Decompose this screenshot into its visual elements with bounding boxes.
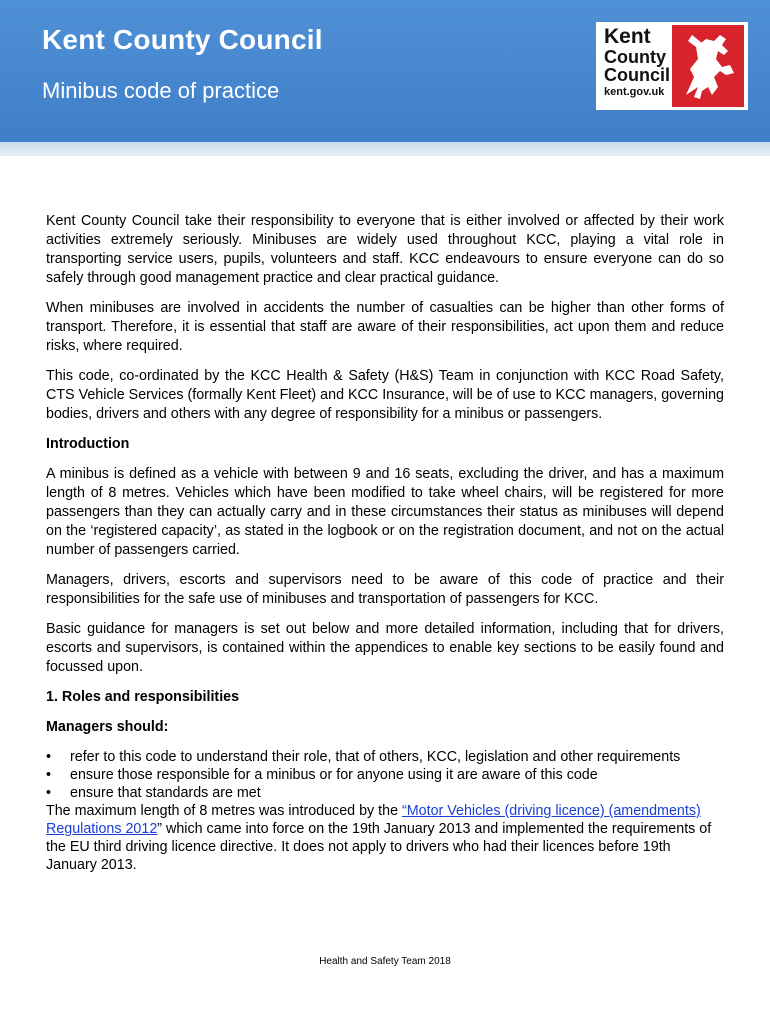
section-1-heading: 1. Roles and responsibilities (46, 689, 240, 705)
logo-wordmark (604, 26, 674, 98)
kcc-logo[interactable] (596, 22, 748, 110)
page-title: Kent County Council (42, 24, 323, 55)
white-horse-icon (672, 25, 744, 107)
page-header (0, 0, 770, 142)
footnote-text-after: ” which came into force on the 19th January 2013 and implemented the requirements of the EU third driving licence directive. It does not apply to drivers who had their licences before 19th January 2013. (46, 821, 712, 873)
header-divider (0, 142, 770, 156)
list-item: • ensure those responsible for a minibus or for anyone using it are aware of this code (46, 766, 724, 784)
intro-paragraph-2: When minibuses are involved in accidents the number of casualties can be higher than other forms of transport. Therefore, it is essential that staff are aware of their responsibilities, act upon them and reduce risks, where required. (46, 300, 724, 354)
logo-url: kent.gov.uk (604, 86, 665, 98)
managers-list (46, 748, 724, 802)
introduction-paragraph-1: A minibus is defined as a vehicle with between 9 and 16 seats, excluding the driver, and has a maximum length of 8 metres. Vehicles which have been modified to take wheel chairs, will be registered for more passengers than they can actually carry and in these circumstances their status as minibuses will depend on the ‘registered capacity’, as stated in the logbook or on the registration document, and not on the actual number of passengers carried. (46, 466, 724, 558)
introduction-heading: Introduction (46, 436, 130, 452)
list-item: • refer to this code to understand their role, that of others, KCC, legislation and other requirements (46, 748, 724, 766)
document-body (46, 212, 724, 885)
page-footer: Health and Safety Team 2018 (319, 956, 451, 967)
logo-line-3: Council (604, 65, 670, 85)
footnote-text-before: The maximum length of 8 metres was introduced by the (46, 803, 402, 819)
introduction-paragraph-3: Basic guidance for managers is set out below and more detailed information, including that for drivers, escorts and supervisors, is contained within the appendices to enable key sections to be easily found and focussed upon. (46, 621, 724, 675)
footnote (46, 802, 724, 874)
logo-line-2: County (604, 47, 666, 67)
managers-heading: Managers should: (46, 719, 169, 735)
intro-paragraph-1: Kent County Council take their responsibility to everyone that is either involved or affected by their work activities extremely seriously. Minibuses are widely used throughout KCC, playing a vital role in transporting service users, pupils, volunteers and staff. KCC endeavours to ensure everyone can do so safely through good management practice and clear practical guidance. (46, 213, 724, 286)
regulations-link[interactable]: “Motor Vehicles (driving licence) (amendments) Regulations 2012 (46, 803, 701, 837)
introduction-paragraph-2: Managers, drivers, escorts and supervisors need to be aware of this code of practice and their responsibilities for the safe use of minibuses and transportation of passengers for KCC. (46, 572, 724, 607)
intro-paragraph-3: This code, co-ordinated by the KCC Health & Safety (H&S) Team in conjunction with KCC Road Safety, CTS Vehicle Services (formally Kent Fleet) and KCC Insurance, will be of use to KCC managers, governing bodies, drivers and others with any degree of responsibility for a minibus or passengers. (46, 368, 724, 422)
logo-line-1: Kent (604, 25, 651, 48)
list-item: • ensure that standards are met (46, 784, 724, 802)
page-subtitle: Minibus code of practice (42, 78, 280, 103)
